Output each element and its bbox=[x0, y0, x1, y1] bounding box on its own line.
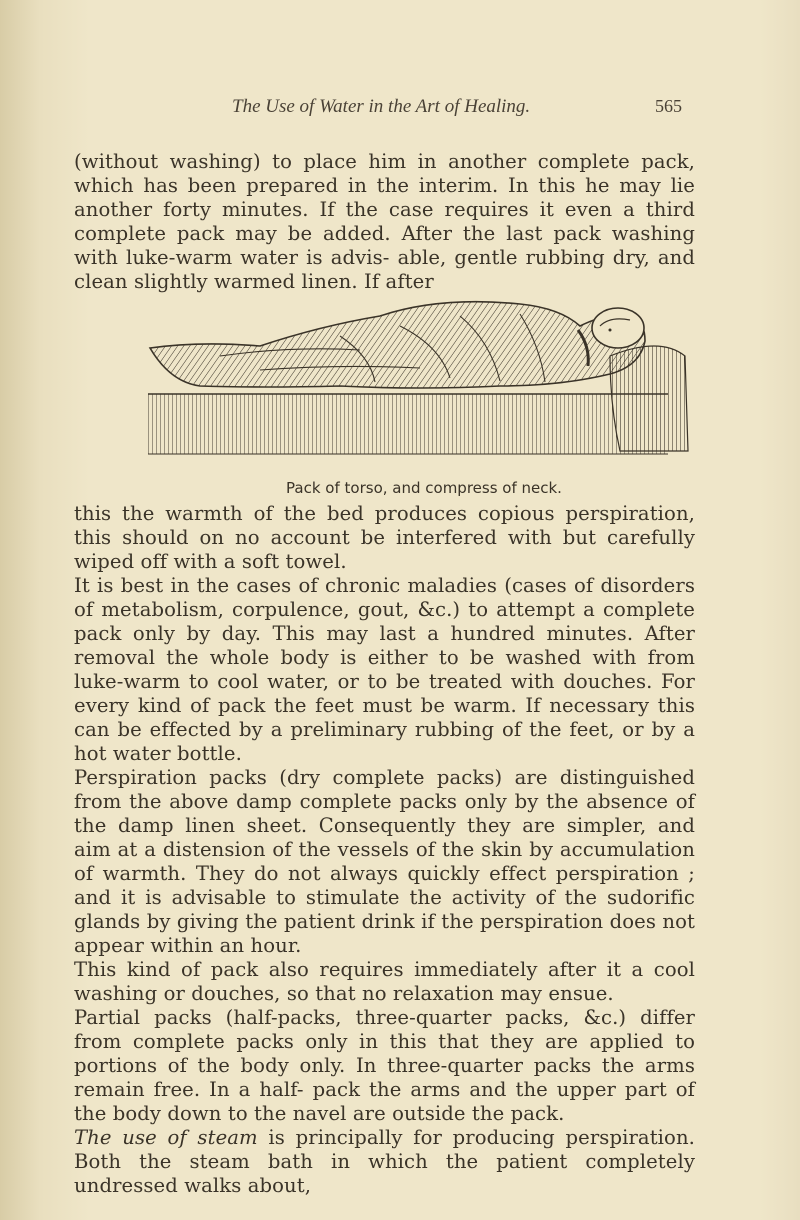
figure-caption bbox=[0, 479, 800, 497]
paragraph: this the warmth of the bed produces copious perspiration, this should on no account be interfered with but carefully wiped off with a soft towel. bbox=[74, 502, 695, 573]
page-header bbox=[0, 96, 800, 124]
paragraph: It is best in the cases of chronic maladies (cases of disorders of metabolism, corpulence, gout, &c.) to attempt a complete pack only by day. This may last a hundred minutes. After removal the whole body is either to be washed with from luke-warm to cool water, or to be treated with douches. For every kind of pack the feet must be warm. If necessary this can be effected by a preliminary rubbing of the feet, or by a hot water bottle. bbox=[74, 574, 695, 765]
paragraph-steam bbox=[74, 1126, 695, 1198]
paragraph: (without washing) to place him in another complete pack, which has been prepared in the interim. In this he may lie another forty minutes. If the case requires it even a third complete pack may be added. After the last pack washing with luke-warm water is advis- able, gentle rubbing dry, and clean slightly warmed linen. If after bbox=[74, 150, 695, 293]
text-block-top bbox=[74, 150, 695, 294]
text-block-main bbox=[74, 502, 695, 1198]
wrapped-body bbox=[150, 302, 645, 388]
running-title: The Use of Water in the Art of Healing. bbox=[232, 96, 531, 117]
caption-text: Pack of torso, and compress of neck. bbox=[286, 479, 562, 497]
page-number: 565 bbox=[655, 96, 682, 116]
head bbox=[592, 308, 644, 348]
paragraph-text: is principally for producing perspiration. Both the steam bath in which the patient completely undressed walks about, bbox=[74, 1126, 695, 1197]
bed-mattress bbox=[148, 394, 668, 454]
pack-illustration bbox=[140, 286, 690, 471]
paragraph: Partial packs (half-packs, three-quarter packs, &c.) differ from complete packs only in this that they are applied to portions of the body only. In three-quarter packs the arms remain free. In a half- pack the arms and the upper part of the body down to the navel are outside the pack. bbox=[74, 1006, 695, 1125]
paragraph: Perspiration packs (dry complete packs) are distinguished from the above damp complete packs only by the absence of the damp linen sheet. Consequently they are simpler, and aim at a distension of the vessels of the skin by accumulation of warmth. They do not always quickly effect perspiration ; and it is advisable to stimulate the activity of the sudorific glands by giving the patient drink if the perspiration does not appear within an hour. bbox=[74, 766, 695, 957]
paragraph: This kind of pack also requires immediately after it a cool washing or douches, so that no relaxation may ensue. bbox=[74, 958, 695, 1005]
italic-lead: The use of steam bbox=[74, 1126, 258, 1149]
